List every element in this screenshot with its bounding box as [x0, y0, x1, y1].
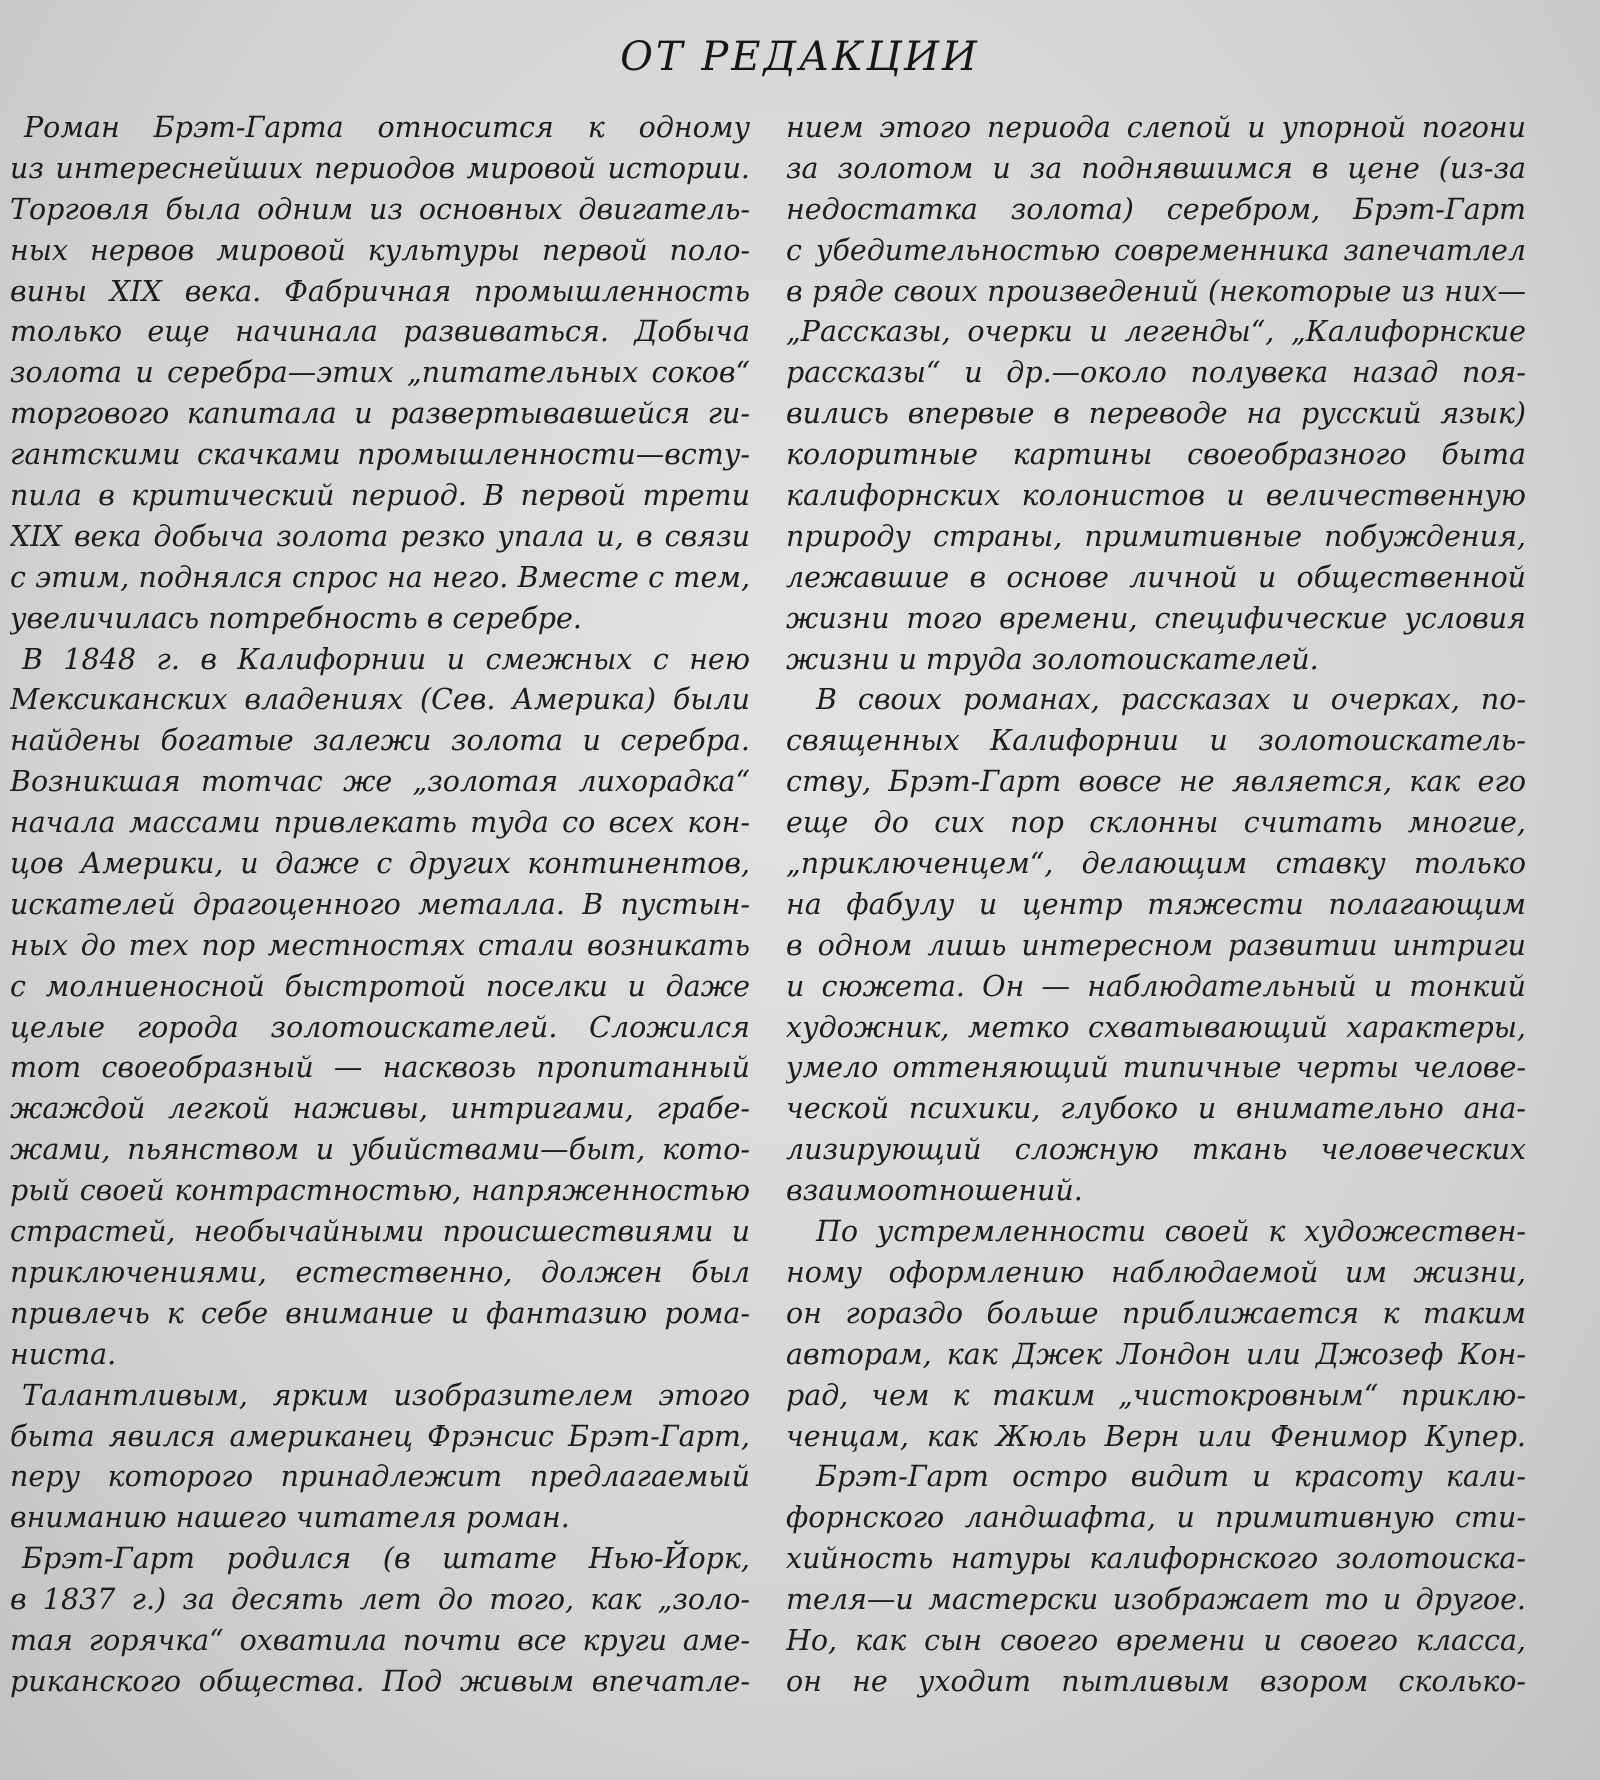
left-column-line: целые города золотоискателей. Сложился	[10, 1010, 750, 1044]
right-column-line: священных Калифорнии и золотоискатель-	[786, 724, 1526, 758]
right-column-line: жизни того времени, специфические условия	[786, 601, 1526, 635]
right-column-line: еще до сих пор склонны считать многие,	[786, 806, 1526, 840]
right-column-line: калифорнских колонистов и величественную	[786, 479, 1526, 513]
left-column-line: Роман Брэт-Гарта относится к одному	[24, 111, 750, 144]
right-column-line: он не уходит пытливым взором сколько-	[786, 1664, 1526, 1698]
left-column-line: торгового капитала и развертывавшейся ги-	[10, 397, 750, 431]
right-column-line: ческой психики, глубоко и внимательно ана-	[786, 1092, 1526, 1126]
left-column-line: Торговля была одним из основных двигатель-	[10, 192, 750, 226]
right-column-line: и сюжета. Он — наблюдательный и тонкий	[786, 969, 1526, 1003]
left-column-line: В 1848 г. в Калифорнии и смежных с нею	[22, 642, 750, 676]
left-column-line: ных до тех пор местностях стали возникать	[10, 928, 750, 962]
right-column-line: рассказы“ и др.—около полувека назад поя-	[786, 356, 1526, 390]
left-column-line: страстей, необычайными происшествиями и	[10, 1215, 750, 1249]
left-column-line: ных нервов мировой культуры первой поло-	[10, 233, 750, 267]
left-column-line: найдены богатые залежи золота и серебра.	[10, 724, 750, 758]
left-column-line: Талантливым, ярким изобразителем этого	[22, 1378, 750, 1412]
right-column-line: взаимоотношений.	[786, 1174, 1083, 1208]
left-column-line: только еще начинала развиваться. Добыча	[10, 315, 750, 349]
left-column-line: из интереснейших периодов мировой истории.	[10, 151, 750, 185]
right-column-line: вились впервые в переводе на русский язык)	[786, 397, 1526, 431]
left-column-line: жами, пьянством и убийствами—быт, кото-	[10, 1133, 750, 1167]
right-column-line: „приключенцем“, делающим ставку только	[786, 847, 1526, 881]
left-column-line: цов Америки, и даже с других континентов,	[10, 847, 750, 881]
left-column-line: ниста.	[10, 1337, 117, 1371]
right-column-line: теля—и мастерски изображает то и другое.	[786, 1583, 1526, 1617]
right-column-line: с убедительностью современника запечатлел	[786, 233, 1526, 267]
left-column-line: Возникшая тотчас же „золотая лихорадка“	[10, 765, 750, 799]
left-column-line: быта явился американец Фрэнсис Брэт-Гарт,	[10, 1419, 750, 1453]
right-column-line: умело оттеняющий типичные черты челове-	[786, 1051, 1526, 1085]
left-column-line: риканского общества. Под живым впечатле-	[10, 1664, 750, 1698]
right-column-line: за золотом и за поднявшимся в цене (из-за	[786, 151, 1526, 185]
left-column-line: Мексиканских владениях (Сев. Америка) были	[10, 683, 750, 717]
left-column-line: Брэт-Гарт родился (в штате Нью-Йорк,	[22, 1542, 750, 1576]
right-column-line: колоритные картины своеобразного быта	[786, 438, 1526, 472]
left-column-line: вины XIX века. Фабричная промышленность	[10, 274, 750, 308]
right-column-line: хийность натуры калифорнского золотоиска-	[786, 1542, 1526, 1576]
left-column-line: начала массами привлекать туда со всех кон-	[10, 806, 750, 840]
right-column-line: „Рассказы, очерки и легенды“, „Калифорнские	[786, 315, 1526, 349]
left-column-line: рый своей контрастностью, напряженностью	[10, 1174, 750, 1208]
left-column-line: тот своеобразный — насквозь пропитанный	[10, 1051, 750, 1085]
left-column-line: перу которого принадлежит предлагаемый	[10, 1460, 750, 1494]
left-text-column	[10, 108, 750, 1703]
left-column-line: гантскими скачками промышленности—всту-	[10, 438, 750, 472]
left-column-line: искателей драгоценного металла. В пустын-	[10, 887, 750, 921]
right-column-line: недостатка золота) серебром, Брэт-Гарт	[786, 192, 1526, 226]
page-title: ОТ РЕДАКЦИИ	[620, 34, 980, 80]
left-column-line: с молниеносной быстротой поселки и даже	[10, 969, 750, 1003]
right-column-line: ченцам, как Жюль Верн или Фенимор Купер.	[786, 1419, 1526, 1453]
right-column-line: Но, как сын своего времени и своего класса,	[786, 1623, 1526, 1657]
right-column-line: В своих романах, рассказах и очерках, по-	[816, 683, 1526, 717]
left-column-line: пила в критический период. В первой трети	[10, 479, 750, 513]
right-column-line: природу страны, примитивные побуждения,	[786, 519, 1526, 553]
left-column-line: привлечь к себе внимание и фантазию рома-	[10, 1296, 750, 1330]
right-column-line: ному оформлению наблюдаемой им жизни,	[786, 1255, 1526, 1289]
left-column-line: тая горячка“ охватила почти все круги аме-	[10, 1623, 750, 1657]
right-text-column	[786, 108, 1526, 1703]
right-column-line: форнского ландшафта, и примитивную сти-	[786, 1501, 1526, 1535]
left-column-line: жаждой легкой наживы, интригами, грабе-	[10, 1092, 750, 1126]
left-column-line: XIX века добыча золота резко упала и, в связи	[10, 519, 750, 553]
right-column-line: жизни и труда золотоискателей.	[786, 642, 1319, 676]
right-column-line: на фабулу и центр тяжести полагающим	[786, 887, 1526, 921]
right-column-line: авторам, как Джек Лондон или Джозеф Кон-	[786, 1337, 1526, 1371]
left-column-line: с этим, поднялся спрос на него. Вместе с тем,	[10, 560, 750, 594]
right-column-line: лизирующий сложную ткань человеческих	[786, 1133, 1526, 1167]
left-column-line: вниманию нашего читателя роман.	[10, 1501, 570, 1535]
right-column-line: Брэт-Гарт остро видит и красоту кали-	[816, 1460, 1526, 1494]
right-column-line: лежавшие в основе личной и общественной	[786, 560, 1526, 594]
right-column-line: По устремленности своей к художествен-	[816, 1215, 1526, 1249]
right-column-line: в ряде своих произведений (некоторые из них—	[786, 274, 1526, 308]
right-column-line: рад, чем к таким „чистокровным“ приклю-	[786, 1378, 1526, 1412]
right-column-line: художник, метко схватывающий характеры,	[786, 1010, 1526, 1044]
left-column-line: в 1837 г.) за десять лет до того, как „золо-	[10, 1583, 750, 1617]
left-column-line: увеличилась потребность в серебре.	[10, 601, 582, 635]
right-column-line: ству, Брэт-Гарт вовсе не является, как его	[786, 765, 1526, 799]
left-column-line: золота и серебра—этих „питательных соков“	[10, 356, 750, 390]
right-column-line: он гораздо больше приближается к таким	[786, 1296, 1526, 1330]
left-column-line: приключениями, естественно, должен был	[10, 1255, 750, 1289]
right-column-line: нием этого периода слепой и упорной погони	[786, 111, 1526, 144]
right-column-line: в одном лишь интересном развитии интриги	[786, 928, 1526, 962]
